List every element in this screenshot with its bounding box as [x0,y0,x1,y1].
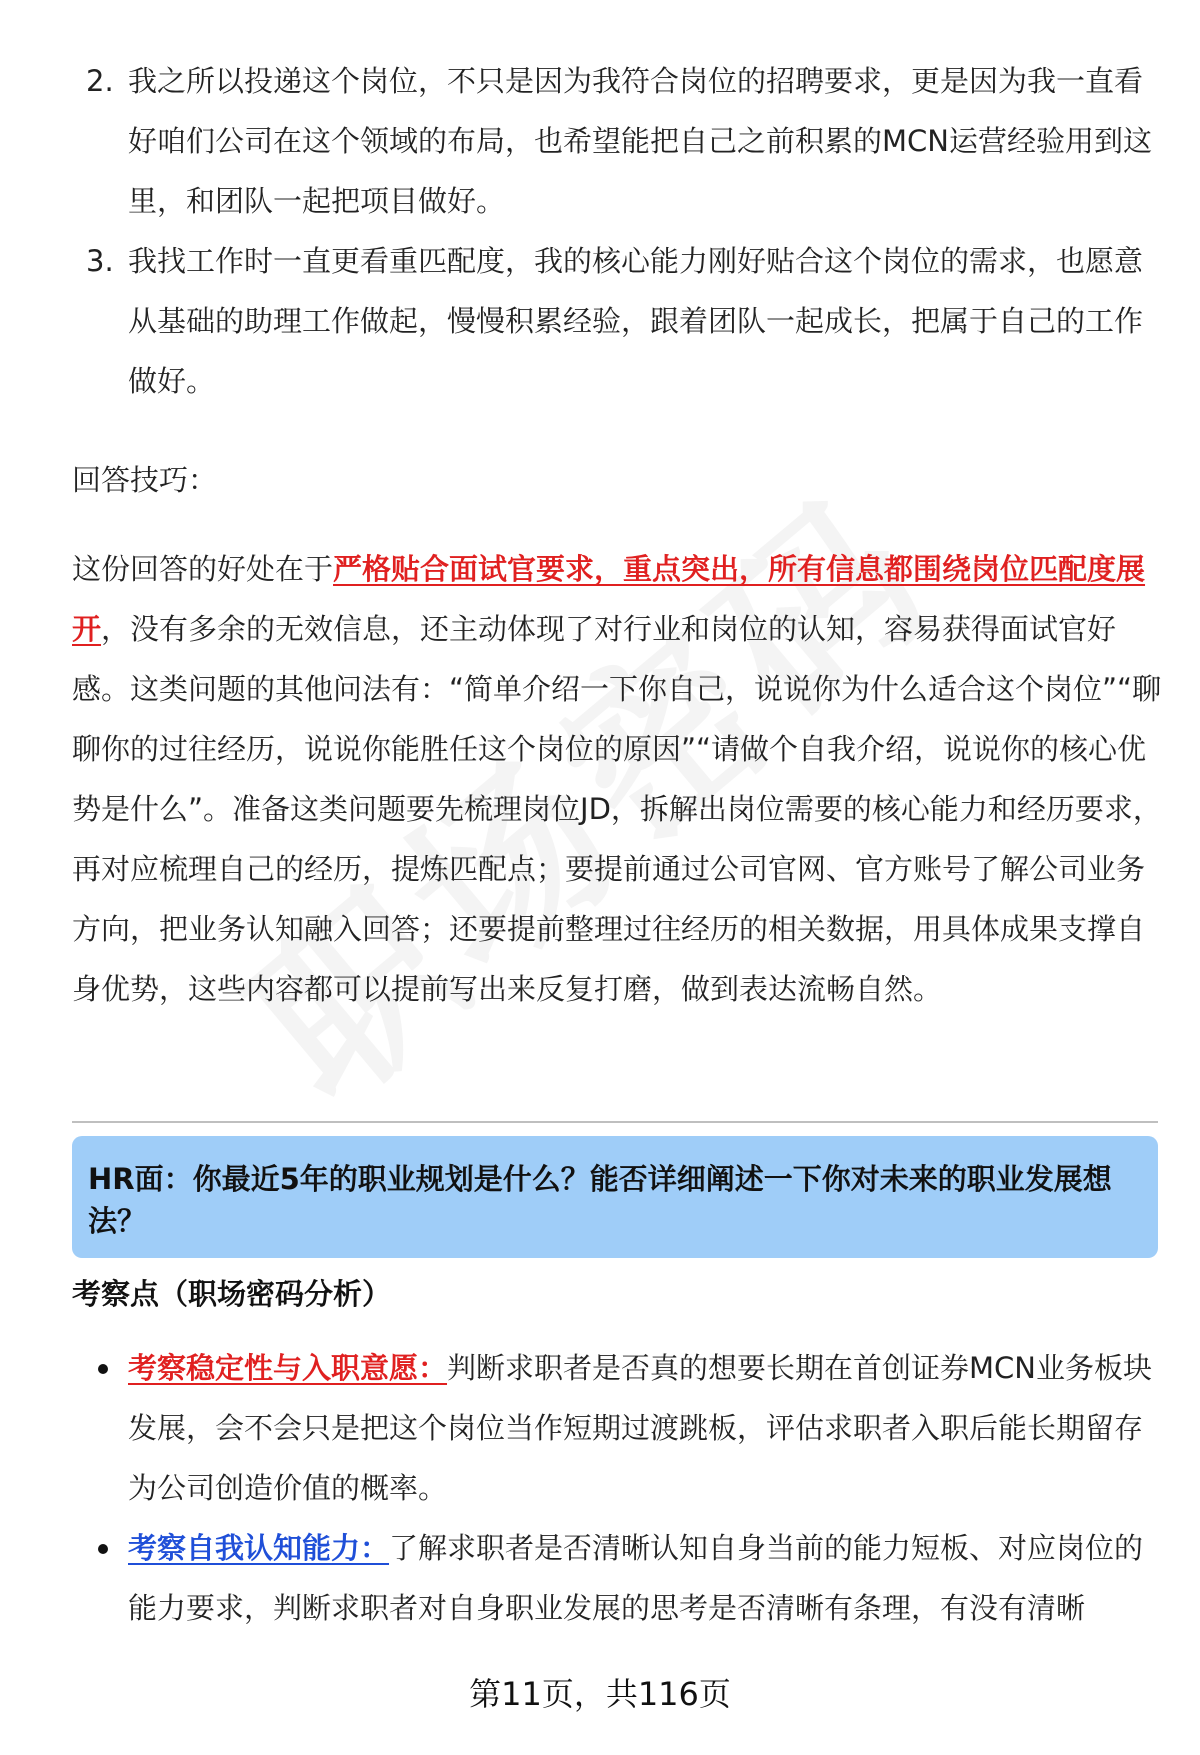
analysis-point [72,1518,1162,1638]
bullet-icon [98,1364,108,1374]
answer-item-text: 我找工作时一直更看重匹配度，我的核心能力刚好贴合这个岗位的需求，也愿意从基础的助理工作做起，慢慢积累经验，跟着团队一起成长，把属于自己的工作做好。 [128,244,1144,398]
analysis-point-text: 了解求职者是否清晰认知自身当前的能力短板、对应岗位的能力要求，判断求职者对自身职业发展的思考是否清晰有条理，有没有清晰 [128,1531,1144,1625]
answer-item-number: 2. [86,64,114,98]
question-text: HR面：你最近5年的职业规划是什么？能否详细阐述一下你对未来的职业发展想法？ [88,1162,1112,1238]
tips-prefix: 这份回答的好处在于 [72,552,334,586]
answer-item [72,51,1162,231]
tips-paragraph [72,539,1162,1019]
tips-label: 回答技巧： [72,463,218,497]
analysis-point-label: 考察稳定性与入职意愿： [128,1351,448,1385]
tips-highlight: 严格贴合面试官要求，重点突出，所有信息都围绕岗位匹配度展开 [72,552,1146,646]
analysis-point [72,1338,1162,1518]
bullet-icon [98,1544,108,1554]
analysis-list [72,1338,1162,1638]
page-footer: 第11页，共116页 [469,1675,731,1713]
analysis-point-label: 考察自我认知能力： [128,1531,390,1565]
analysis-point-text: 判断求职者是否真的想要长期在首创证券MCN业务板块发展，会不会只是把这个岗位当作短期过渡跳板，评估求职者入职后能长期留存为公司创造价值的概率。 [128,1351,1152,1505]
question-box [72,1136,1158,1258]
section-divider [72,1121,1158,1123]
answer-list [72,51,1162,411]
answer-item [72,231,1162,411]
tips-rest: ，没有多余的无效信息，还主动体现了对行业和岗位的认知，容易获得面试官好感。这类问题的其他问法有：“简单介绍一下你自己，说说你为什么适合这个岗位”“聊聊你的过往经历，说说你能胜任这个岗位的原因”“请做个自我介绍，说说你的核心优势是什么”。准备这类问题要先梳理岗位JD，拆解出岗位需要的核心能力和经历要求，再对应梳理自己的经历，提炼匹配点；要提前通过公司官网、官方账号了解公司业务方向，把业务认知融入回答；还要提前整理过往经历的相关数据，用具体成果支撑自身优势，这些内容都可以提前写出来反复打磨，做到表达流畅自然。 [72,612,1162,1006]
answer-item-text: 我之所以投递这个岗位，不只是因为我符合岗位的招聘要求，更是因为我一直看好咱们公司在这个领域的布局，也希望能把自己之前积累的MCN运营经验用到这里，和团队一起把项目做好。 [128,64,1152,218]
analysis-title: 考察点（职场密码分析） [72,1277,392,1311]
answer-item-number: 3. [86,244,114,278]
